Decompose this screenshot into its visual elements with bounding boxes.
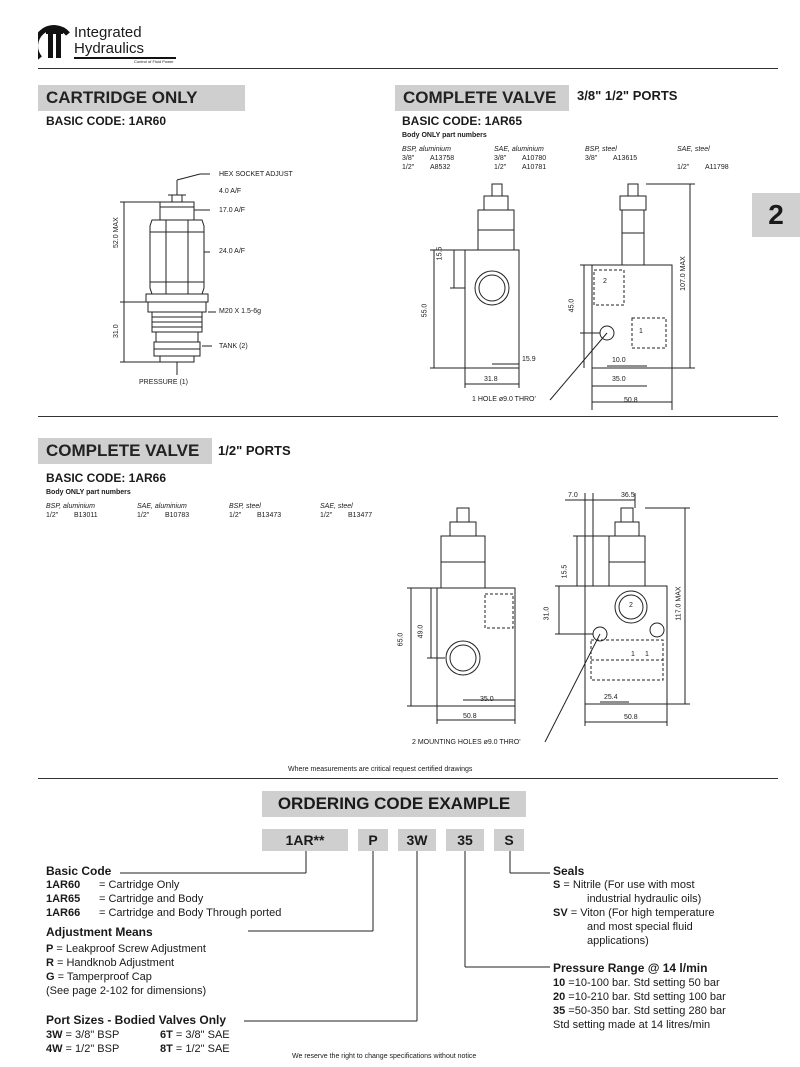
col-head: SAE, aluminium (137, 503, 187, 510)
valve-title-1: COMPLETE VALVE (395, 85, 569, 111)
cartridge-code: BASIC CODE: 1AR60 (46, 114, 167, 128)
cell: B10783 (165, 512, 190, 519)
hex-label: HEX SOCKET ADJUST (219, 171, 293, 178)
dim-15-5-b: 15.5 (561, 564, 569, 579)
body-only-label-1: Body ONLY part numbers (402, 132, 487, 139)
dim-35-b: 35.0 (480, 696, 494, 703)
logo-line1: Integrated (74, 24, 142, 41)
mid-rule-1 (38, 416, 778, 417)
port-desc: = 3/8" BSP (62, 1029, 120, 1041)
cartridge-title: CARTRIDGE ONLY (38, 85, 245, 111)
col-head: SAE, steel (677, 146, 710, 153)
seal-s (553, 879, 695, 892)
af24-label: 24.0 A/F (219, 248, 246, 255)
adjust-key: R (46, 957, 54, 969)
valve-code-1: BASIC CODE: 1AR65 (402, 114, 523, 128)
cell: 3/8" (494, 155, 507, 162)
port-2-label-b: 2 (629, 602, 633, 609)
cell: B13011 (74, 512, 98, 519)
code-box-seals: S (494, 829, 524, 851)
pressure-heading: Pressure Range @ 14 l/min (553, 961, 708, 975)
pressure-key: 20 (553, 991, 566, 1003)
logo (38, 22, 178, 62)
adjust-item (46, 943, 206, 956)
pressure-desc: =10-210 bar. Std setting 100 bar (565, 991, 726, 1003)
cell: B13477 (348, 512, 373, 519)
footer-note: We reserve the right to change specifications without notice (292, 1053, 477, 1060)
dim-50-8-a: 50.8 (463, 713, 477, 720)
seal-sv (553, 907, 715, 920)
ports-heading: Port Sizes - Bodied Valves Only (46, 1013, 227, 1027)
port-row (160, 1029, 230, 1042)
cell: A11798 (705, 164, 729, 171)
port-2-label: 2 (603, 278, 607, 285)
col-head: BSP, steel (585, 146, 617, 153)
seals-heading: Seals (553, 864, 585, 878)
port-1a-label: 1 (631, 651, 635, 658)
adjust-desc: = Leakproof Screw Adjustment (53, 943, 206, 955)
basic-desc: = Cartridge and Body Through ported (99, 907, 282, 919)
dim-7: 7.0 (568, 492, 578, 499)
seal-s-cont: industrial hydraulic oils) (587, 893, 702, 905)
port-key: 8T (160, 1043, 173, 1055)
cell: B13473 (257, 512, 282, 519)
adjust-note: (See page 2-102 for dimensions) (46, 985, 207, 997)
cell: 1/2" (677, 164, 690, 171)
valve-ports-1: 3/8" 1/2" PORTS (577, 88, 678, 103)
basic-desc: = Cartridge Only (99, 879, 180, 891)
basic-item (46, 907, 80, 920)
dim-31-8: 31.8 (484, 376, 498, 383)
cartridge-drawing (100, 160, 330, 400)
pressure-desc: =50-350 bar. Std setting 280 bar (565, 1005, 726, 1017)
dim-36-5: 36.5 (621, 492, 635, 499)
port-desc: = 1/2" SAE (172, 1043, 230, 1055)
col-head: BSP, aluminium (46, 503, 95, 510)
port-key: 3W (46, 1029, 63, 1041)
valve-ports-2: 1/2" PORTS (218, 443, 291, 458)
port-row (46, 1043, 119, 1056)
dim-117: 117.0 MAX (675, 586, 683, 621)
cell: 1/2" (229, 512, 242, 519)
cell: 1/2" (494, 164, 507, 171)
af17-label: 17.0 A/F (219, 207, 246, 214)
cell: 1/2" (46, 512, 59, 519)
adjust-item (46, 971, 152, 984)
pressure-key: 10 (553, 977, 566, 989)
ordering-connectors (0, 851, 800, 1031)
dim-55: 55.0 (421, 303, 429, 318)
dim-49: 49.0 (417, 624, 425, 639)
dim-52: 52.0 MAX (113, 217, 120, 248)
dim-65: 65.0 (397, 632, 405, 647)
col-head: BSP, steel (229, 503, 261, 510)
dim-45: 45.0 (568, 298, 576, 313)
dim-35: 35.0 (612, 376, 626, 383)
logo-tagline: Control of Fluid Power (134, 59, 174, 64)
cell: A13615 (613, 155, 638, 162)
cell: 1/2" (320, 512, 333, 519)
cell: A10781 (522, 164, 547, 171)
seal-key: SV (553, 907, 568, 919)
top-rule (38, 68, 778, 69)
seal-desc: = Nitrile (For use with most (560, 879, 695, 891)
section-tab: 2 (752, 193, 800, 237)
mid-rule-2 (38, 778, 778, 779)
holes-label: 2 MOUNTING HOLES ø9.0 THRO' (412, 739, 521, 746)
seal-sv-cont: and most special fluid (587, 921, 693, 933)
code-box-pressure: 35 (446, 829, 484, 851)
pressure-key: 35 (553, 1005, 566, 1017)
port-row (46, 1029, 119, 1042)
adjust-desc: = Handknob Adjustment (53, 957, 175, 969)
cell: 1/2" (402, 164, 415, 171)
code-box-adjust: P (358, 829, 388, 851)
adjust-key: P (46, 943, 54, 955)
dim-10: 10.0 (612, 357, 626, 364)
logo-icon (38, 24, 72, 60)
dim-15-5: 15.5 (436, 246, 444, 261)
seal-desc: = Viton (For high temperature (567, 907, 715, 919)
code-box-basic: 1AR** (262, 829, 348, 851)
cell: A13758 (430, 155, 455, 162)
cell: 3/8" (585, 155, 598, 162)
port-1-label: 1 (639, 328, 643, 335)
tank-label: TANK (2) (219, 343, 248, 350)
port-1b-label: 1 (645, 651, 649, 658)
dim-25-4: 25.4 (604, 694, 618, 701)
pressure-item (553, 991, 726, 1004)
port-desc: = 3/8" SAE (172, 1029, 230, 1041)
cell: A8532 (430, 164, 451, 171)
valve-1ar65-drawing (410, 178, 730, 410)
basic-key: 1AR66 (46, 907, 81, 919)
col-head: SAE, aluminium (494, 146, 544, 153)
body-only-label-2: Body ONLY part numbers (46, 489, 131, 496)
cell: 1/2" (137, 512, 150, 519)
af4-label: 4.0 A/F (219, 188, 242, 195)
cell: A10780 (522, 155, 547, 162)
logo-line2: Hydraulics (74, 40, 145, 57)
pressure-item (553, 1005, 726, 1018)
basic-key: 1AR65 (46, 893, 81, 905)
pressure-note: Std setting made at 14 litres/min (553, 1019, 711, 1031)
thread-label: M20 X 1.5-6g (219, 308, 262, 315)
hole-label: 1 HOLE ø9.0 THRO' (472, 396, 536, 403)
port-row (160, 1043, 230, 1056)
seal-sv-cont: applications) (587, 935, 649, 947)
dim-50-8: 50.8 (624, 397, 638, 404)
ordering-title: ORDERING CODE EXAMPLE (262, 791, 526, 817)
col-head: SAE, steel (320, 503, 353, 510)
adjust-item (46, 957, 174, 970)
cell: 3/8" (402, 155, 415, 162)
dim-31: 31.0 (113, 324, 120, 338)
basic-item (46, 879, 80, 892)
pressure-label: PRESSURE (1) (139, 379, 189, 386)
pressure-desc: =10-100 bar. Std setting 50 bar (565, 977, 720, 989)
basic-code-heading: Basic Code (46, 864, 112, 878)
valve-code-2: BASIC CODE: 1AR66 (46, 471, 167, 485)
basic-desc: = Cartridge and Body (99, 893, 204, 905)
adjust-heading: Adjustment Means (46, 925, 153, 939)
dim-50-8-b: 50.8 (624, 714, 638, 721)
valve-title-2: COMPLETE VALVE (38, 438, 212, 464)
adjust-key: G (46, 971, 55, 983)
port-key: 4W (46, 1043, 63, 1055)
adjust-desc: = Tamperproof Cap (54, 971, 152, 983)
seal-key: S (553, 879, 561, 891)
pressure-item (553, 977, 720, 990)
critical-note: Where measurements are critical request certified drawings (288, 766, 473, 773)
code-box-ports: 3W (398, 829, 436, 851)
dim-107: 107.0 MAX (679, 256, 687, 291)
port-key: 6T (160, 1029, 173, 1041)
port-desc: = 1/2" BSP (62, 1043, 120, 1055)
col-head: BSP, aluminium (402, 146, 451, 153)
basic-item (46, 893, 80, 906)
dim-15-9: 15.9 (522, 356, 536, 363)
dim-31: 31.0 (543, 606, 551, 621)
basic-key: 1AR60 (46, 879, 81, 891)
